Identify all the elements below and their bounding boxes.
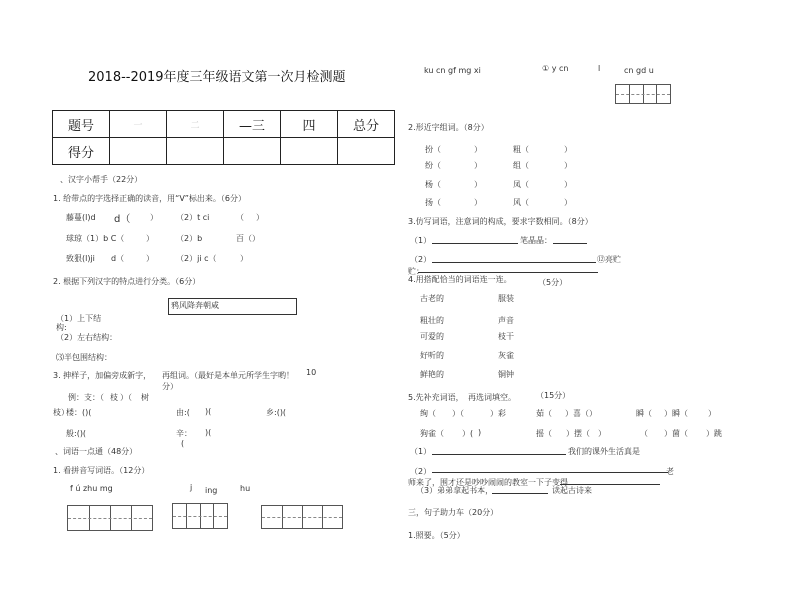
word-item[interactable]: ）	[564, 161, 572, 170]
example-text: 树	[141, 393, 149, 402]
answer-label: 构:	[56, 323, 67, 332]
score-cell: 四	[281, 111, 338, 138]
example-text: ）（	[120, 393, 132, 402]
fill-item[interactable]: 茹（	[536, 409, 552, 418]
page-title: 2018--2019年度三年级语文第一次月检测题	[88, 70, 346, 85]
fill-item[interactable]: ）菌（	[664, 429, 688, 438]
fill-item[interactable]: ）瞬（	[664, 409, 688, 418]
match-right[interactable]: 铜钟	[498, 370, 514, 379]
char-box: 鸦风降奔朝咸	[168, 298, 297, 315]
fill-item[interactable]: ）	[708, 409, 716, 418]
q1-option: 球琼（1）b C（	[66, 234, 125, 243]
example-text: 枝）	[53, 408, 69, 417]
answer-label: （2）左右结构：	[56, 333, 118, 342]
q1-option: 致狠(l)ji	[66, 254, 95, 263]
writing-grid[interactable]	[67, 505, 153, 531]
fill-item[interactable]: 乡:()(	[266, 408, 287, 417]
score-cell: 总分	[338, 111, 395, 138]
q1-option: （2）b	[176, 234, 203, 243]
score-cell: 题号	[53, 111, 110, 138]
score-table	[52, 110, 395, 165]
score-input-cell[interactable]	[167, 138, 224, 165]
q1-option: 藤蔓(l)d	[66, 213, 96, 222]
score-cell: 一	[110, 111, 167, 138]
match-right[interactable]: 枝干	[498, 332, 514, 341]
question-text: 3. 抻样子，加偏旁成新字，	[53, 371, 152, 380]
question-text: 3.仿写词语，注意词的构成，要求字数相同。（8分）	[408, 217, 593, 226]
fill-item[interactable]: ）喜（）	[565, 409, 597, 418]
q1-option: （2）ji c（	[176, 254, 217, 263]
match-left[interactable]: 古老的	[420, 294, 444, 303]
score-input-cell[interactable]	[224, 138, 281, 165]
answer-line[interactable]	[432, 243, 518, 244]
fill-item[interactable]: )	[478, 428, 482, 437]
fill-item[interactable]: (	[181, 439, 185, 448]
question-text: 10	[306, 368, 317, 377]
word-item[interactable]: ）	[474, 198, 482, 207]
match-left[interactable]: 可爱的	[420, 332, 444, 341]
word-item[interactable]: 扮（	[425, 145, 441, 154]
word-item[interactable]: 扬（	[425, 198, 441, 207]
fill-item[interactable]: 般:()(	[66, 429, 87, 438]
answer-label: 师来了，围才还是吵吵闹闹的教室一下子变得	[408, 478, 568, 487]
match-left[interactable]: 好听的	[420, 351, 444, 360]
question-text: 5.先补充词语，	[408, 393, 464, 402]
answer-line[interactable]	[418, 272, 598, 273]
q1-option[interactable]: ）	[146, 254, 154, 263]
question-score: （5分）	[538, 278, 568, 287]
answer-label: （1）	[410, 236, 432, 245]
answer-label: 读起古诗来	[552, 486, 592, 495]
score-table-row	[53, 138, 395, 165]
answer-line[interactable]	[492, 493, 548, 494]
fill-item[interactable]: 辛：	[176, 429, 192, 438]
answer-label: ⑶半包围结构：	[56, 353, 112, 362]
answer-label: （2）	[410, 255, 432, 264]
answer-label: 贮：	[408, 267, 424, 276]
fill-item[interactable]: ）彩	[490, 409, 506, 418]
fill-item[interactable]: 绚（	[420, 409, 436, 418]
q1-option[interactable]: d（	[114, 214, 131, 225]
fill-item[interactable]: 摇（	[536, 429, 552, 438]
pinyin-label: ku cn gf mg xi	[424, 66, 481, 75]
fill-item[interactable]: 楼：()(	[66, 408, 92, 417]
q1-option: （2）t ci	[176, 213, 210, 222]
word-item[interactable]: ）	[474, 145, 482, 154]
question-score: （15分）	[536, 391, 571, 400]
word-item[interactable]: ）	[564, 180, 572, 189]
pinyin-label: f ú zhu mg	[70, 484, 113, 493]
question-text: 2. 根据下列汉字的特点进行分类。（6分）	[53, 277, 201, 286]
pinyin-label: ing	[205, 486, 218, 495]
fill-item[interactable]: （	[640, 429, 648, 438]
score-cell: —三	[224, 111, 281, 138]
section-heading: 三，句子助力车（20分）	[408, 508, 499, 517]
score-table-header-row	[53, 111, 395, 138]
section-heading: 、汉字小帮手（22分）	[60, 175, 143, 184]
word-item[interactable]: 杨（	[425, 180, 441, 189]
word-item[interactable]: 粗（	[513, 145, 529, 154]
question-text: 4.用搭配恰当的词语连一连。	[408, 275, 512, 284]
question-text: 1.照要。（5分）	[408, 531, 465, 540]
pinyin-label: j	[190, 483, 193, 492]
example-text: 例：支：（	[68, 393, 104, 402]
answer-label: 我们的课外生活真是	[568, 447, 640, 456]
word-item[interactable]: ）	[564, 145, 572, 154]
q1-option[interactable]: d（	[111, 254, 125, 263]
word-item[interactable]: 纷（	[425, 161, 441, 170]
answer-line[interactable]	[432, 454, 566, 455]
word-item[interactable]: ）	[564, 198, 572, 207]
question-text: 1. 给带点的字选择正确的读音，用“V”标出来。（6分）	[53, 194, 247, 203]
word-item[interactable]: 凤（	[513, 180, 529, 189]
writing-grid[interactable]	[261, 505, 343, 529]
score-input-cell[interactable]	[110, 138, 167, 165]
q1-option[interactable]: 百（）	[236, 234, 260, 243]
answer-line[interactable]	[432, 472, 668, 473]
question-text: 再组词。（最好是本单元所学生字哟！	[162, 371, 294, 380]
answer-label: （1）	[410, 447, 432, 456]
fill-item[interactable]: 瞬（	[636, 409, 652, 418]
answer-label: （1）上下结	[56, 314, 102, 323]
fill-item[interactable]: ）（	[452, 409, 464, 418]
match-right[interactable]: 服装	[498, 294, 514, 303]
q1-option[interactable]: （	[236, 213, 244, 222]
answer-label: 笔晶晶：	[520, 236, 552, 245]
writing-grid[interactable]	[615, 84, 671, 104]
fill-item[interactable]: ）摆（	[566, 429, 590, 438]
score-input-cell[interactable]	[281, 138, 338, 165]
q1-option[interactable]: ）	[256, 213, 264, 222]
question-text: 2.形近字组词。（8分）	[408, 123, 489, 132]
score-cell: 得分	[53, 138, 110, 165]
word-item[interactable]: 风（	[513, 198, 529, 207]
fill-item[interactable]: 由:(	[176, 408, 190, 417]
pinyin-label: hu	[240, 484, 251, 493]
word-item[interactable]: ）	[474, 161, 482, 170]
answer-line[interactable]	[553, 243, 587, 244]
fill-item[interactable]: ）	[598, 429, 606, 438]
fill-item[interactable]: ）(	[462, 429, 474, 438]
pinyin-label: ① y cn	[542, 64, 569, 73]
score-input-cell[interactable]	[338, 138, 395, 165]
q1-option[interactable]: ）	[150, 213, 158, 222]
answer-line[interactable]	[432, 262, 596, 263]
answer-label: 老	[666, 467, 674, 476]
fill-item[interactable]: ）跳	[706, 429, 722, 438]
fill-item[interactable]: 狗雀（	[420, 429, 444, 438]
match-left[interactable]: 粗壮的	[420, 316, 444, 325]
answer-label: （3）弟弟拿起书本，	[416, 486, 494, 495]
word-item[interactable]: 组（	[513, 161, 529, 170]
pinyin-label: l	[598, 64, 601, 73]
question-text: 1. 看拼音写词语。（12分）	[53, 466, 150, 475]
match-right[interactable]: 声音	[498, 316, 514, 325]
writing-grid[interactable]	[172, 503, 228, 529]
fill-item[interactable]: )(	[205, 407, 212, 416]
fill-item[interactable]: )(	[205, 428, 212, 437]
question-text: 再选词填空。	[468, 393, 516, 402]
score-cell: 二	[167, 111, 224, 138]
section-heading: 、词语一点通（48分）	[55, 447, 138, 456]
word-item[interactable]: ）	[474, 180, 482, 189]
match-right[interactable]: 灰雀	[498, 351, 514, 360]
pinyin-label: cn gd u	[624, 66, 654, 75]
example-text: 枝	[110, 393, 118, 402]
question-text: 分）	[162, 382, 178, 391]
answer-label: （2）	[410, 467, 432, 476]
answer-label: ⑫亮贮	[597, 255, 621, 264]
q1-option[interactable]: ）	[146, 234, 154, 243]
match-left[interactable]: 鲜艳的	[420, 370, 444, 379]
q1-option[interactable]: ）	[240, 254, 248, 263]
